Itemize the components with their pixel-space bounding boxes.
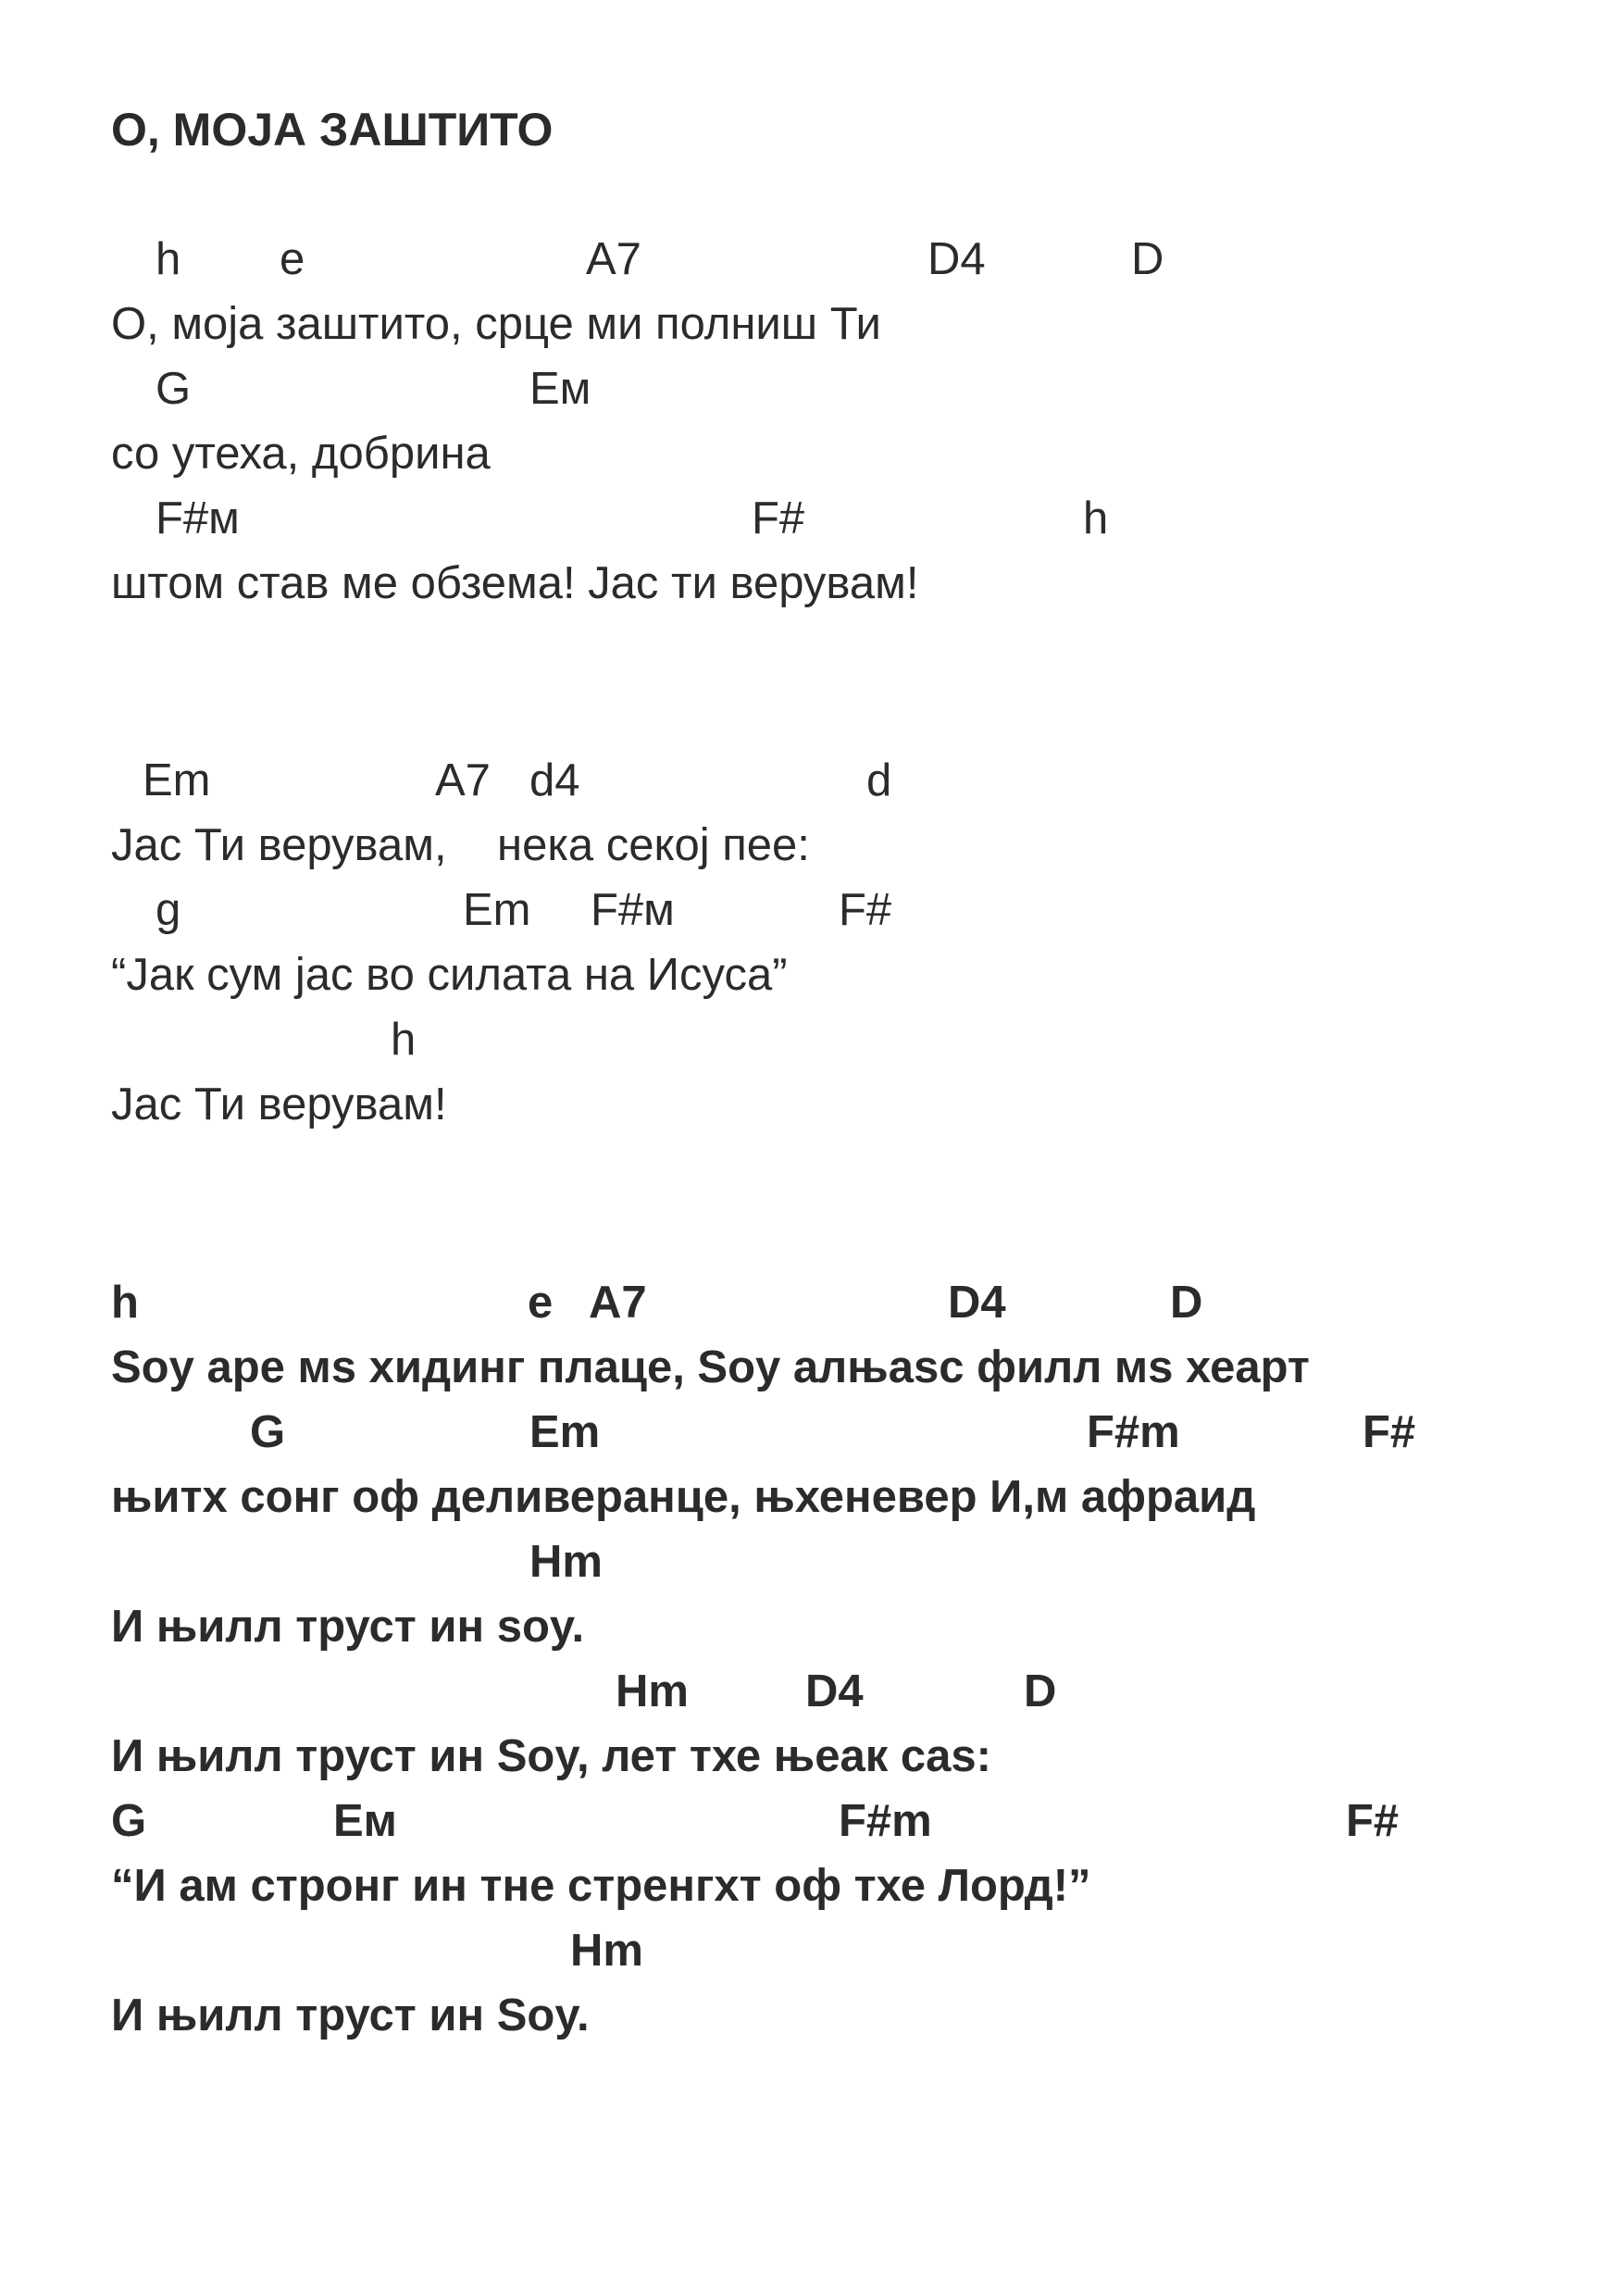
chord: F# [1363,1407,1416,1457]
chord: Hm [529,1537,603,1587]
chord: g [156,885,181,935]
lyric-text: њитх сонг оф деливеранце, њхеневер И,м афраид [111,1472,1256,1522]
verse-2 [111,748,1592,1137]
lyric-text: И њилл труст ин Soy, лет тхе њеак cas: [111,1731,991,1781]
chord-line [111,1918,1592,1983]
lyric-line [111,942,1592,1007]
chord: Hm [570,1926,643,1976]
lyric-line [111,421,1592,486]
chord-line [111,748,1592,813]
chord: F# [1346,1796,1400,1846]
lyric-line [111,1983,1592,2048]
chord: F# [752,493,805,543]
lyric-line [111,1594,1592,1659]
chord-line [111,356,1592,421]
song-title: О, МОЈА ЗАШТИТО [111,104,554,156]
chord-line [111,1270,1592,1335]
chord: A7 [435,755,491,805]
chord: F#m [839,1796,932,1846]
chord-line [111,486,1592,551]
chord: D4 [805,1666,864,1716]
lyric-line [111,1724,1592,1789]
chord: Ем [333,1796,397,1846]
lyric-text: штом став ме обзема! Јас ти верувам! [111,558,919,608]
chord: Em [529,1407,601,1457]
chord: A7 [586,234,641,284]
chord: h [1083,493,1109,543]
chord: G [111,1796,147,1846]
chord: d [866,755,892,805]
verse-1 [111,227,1592,616]
chord: e [280,234,305,284]
chord-line [111,1007,1592,1072]
chord-line [111,1529,1592,1594]
lyric-line [111,1465,1592,1529]
lyric-text: И њилл труст ин soy. [111,1602,585,1652]
lyric-line [111,1335,1592,1400]
lyric-line [111,551,1592,616]
chord: Em [143,755,211,805]
chord: D [1024,1666,1057,1716]
chord-line [111,1400,1592,1465]
lyric-text: “И ам стронг ин тне стренгхт оф тхе Лорд!” [111,1861,1091,1911]
chord: Em [463,885,531,935]
chord: D4 [927,234,986,284]
lyric-line [111,813,1592,878]
chord: h [391,1015,417,1065]
chord-line [111,878,1592,942]
chord: G [156,364,192,414]
verse-3 [111,1270,1592,2048]
lyric-line [111,1072,1592,1137]
chord: F# [839,885,892,935]
lyric-text: со утеха, добрина [111,429,491,479]
chord-line [111,1659,1592,1724]
lyric-text: И њилл труст ин Soy. [111,1990,590,2040]
lyric-line [111,292,1592,356]
chord: F#м [156,493,240,543]
chord: d4 [529,755,580,805]
lyric-text: Јас Ти верувам, нека секој пее: [111,820,810,870]
lyric-line [111,1853,1592,1918]
chord: D [1170,1278,1203,1328]
chord: F#m [1087,1407,1180,1457]
lyric-text: Soy аре мs хидинг плаце, Soy алњasc филл мs хеарт [111,1342,1310,1392]
chord: Ем [529,364,591,414]
chord-line [111,227,1592,292]
chord: D4 [948,1278,1006,1328]
chord: G [250,1407,286,1457]
chord-line [111,1789,1592,1853]
lyric-text: О, моја заштито, срце ми полниш Ти [111,299,881,349]
chord: D [1131,234,1164,284]
chord: A7 [589,1278,647,1328]
chord: e [528,1278,554,1328]
chord: F#м [591,885,675,935]
chord: h [156,234,181,284]
lyric-text: “Јак сум јас во силата на Исуса” [111,950,788,1000]
lyric-text: Јас Ти верувам! [111,1079,447,1129]
chord: Hm [616,1666,689,1716]
chord: h [111,1278,139,1328]
